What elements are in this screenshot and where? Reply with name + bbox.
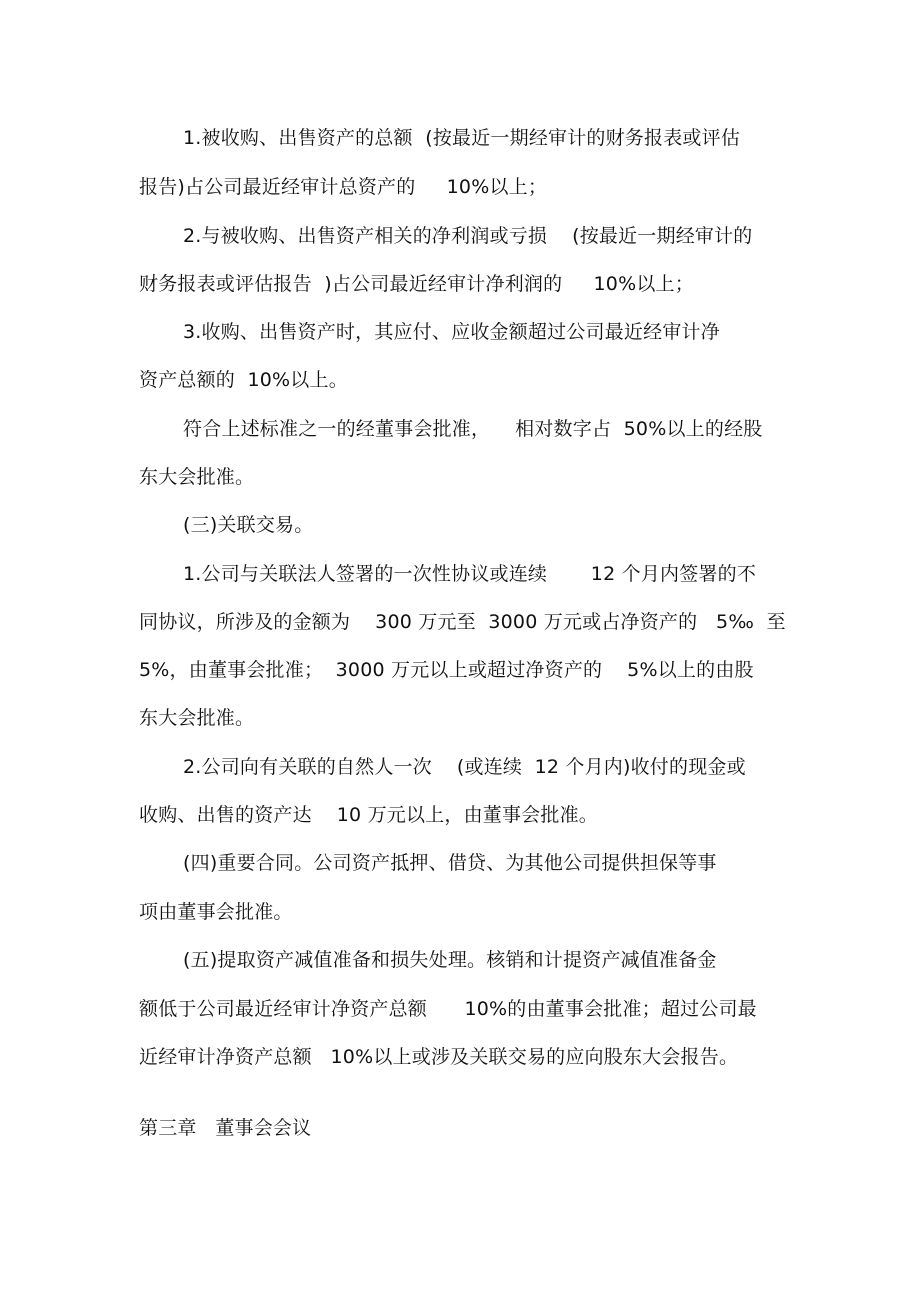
text-line: 近经审计净资产总额 10%以上或涉及关联交易的应向股东大会报告。 [139, 1046, 739, 1068]
text-line: 2.与被收购、出售资产相关的净利润或亏损 (按最近一期经审计的 [183, 225, 753, 247]
chapter-title: 第三章 董事会会议 [139, 1117, 312, 1139]
section-heading: (四)重要合同。公司资产抵押、借贷、为其他公司提供担保等事 [183, 852, 717, 874]
text-line: 符合上述标准之一的经董事会批准， 相对数字占 50%以上的经股 [183, 418, 763, 440]
text-line: 项由董事会批准。 [139, 901, 293, 923]
text-line: 3.收购、出售资产时，其应付、应收金额超过公司最近经审计净 [183, 321, 720, 343]
text-line: 额低于公司最近经审计净资产总额 10%的由董事会批准；超过公司最 [139, 998, 757, 1020]
text-line: 5%，由董事会批准； 3000 万元以上或超过净资产的 5%以上的由股 [139, 659, 754, 681]
text-line: 收购、出售的资产达 10 万元以上，由董事会批准。 [139, 804, 598, 826]
section-heading: (五)提取资产减值准备和损失处理。核销和计提资产减值准备金 [183, 949, 717, 971]
text-line: 同协议，所涉及的金额为 300 万元至 3000 万元或占净资产的 5‰ 至 [139, 611, 786, 633]
text-line: 1.公司与关联法人签署的一次性协议或连续 12 个月内签署的不 [183, 563, 757, 585]
text-line: 1.被收购、出售资产的总额 (按最近一期经审计的财务报表或评估 [183, 127, 741, 149]
text-line: 2.公司向有关联的自然人一次 (或连续 12 个月内)收付的现金或 [183, 756, 746, 778]
text-line: 资产总额的 10%以上。 [139, 369, 348, 391]
text-line: 东大会批准。 [139, 707, 255, 729]
text-line: 财务报表或评估报告 )占公司最近经审计净利润的 10%以上； [139, 273, 694, 295]
text-line: 东大会批准。 [139, 466, 255, 488]
section-heading: (三)关联交易。 [183, 514, 314, 536]
text-line: 报告)占公司最近经审计总资产的 10%以上； [139, 176, 548, 198]
